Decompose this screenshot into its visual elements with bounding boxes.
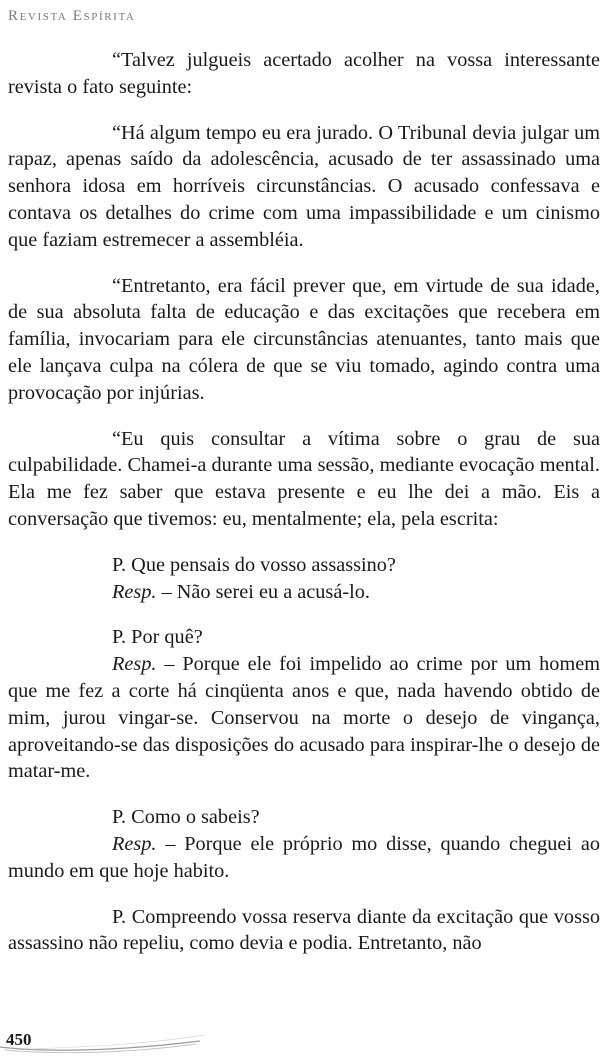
dialogue-entry (8, 552, 600, 606)
paragraph-circumstances: “Entretanto, era fácil prever que, em virtude de sua idade, de sua absoluta falta de educação e das excitações que recebera em família, invocariam para ele circunstâncias atenuantes, tanto mais que ele lançava culpa na cólera de que se viu tomado, agindo contra uma provocação por injúrias. (8, 274, 600, 404)
resp-label: Resp. (112, 832, 157, 855)
page-body (8, 47, 600, 957)
answer-text: – Não serei eu a acusá-lo. (156, 580, 370, 603)
dialogue-entry (8, 624, 600, 785)
running-head: Revista Espírita (8, 8, 136, 24)
paragraph-intro: “Talvez julgueis acertado acolher na vossa interessante revista o fato seguinte: (8, 49, 600, 98)
answer-text: – Porque ele próprio mo disse, quando cheguei ao mundo em que hoje habito. (8, 832, 600, 882)
resp-label: Resp. (112, 653, 157, 676)
dialogue-question: P. Como o sabeis? (112, 806, 260, 829)
page-number: 450 (6, 1030, 32, 1049)
dialogue-question: P. Por quê? (112, 626, 203, 649)
dialogue-question: P. Que pensais do vosso assassino? (112, 553, 396, 576)
paragraph-jury: “Há algum tempo eu era jurado. O Tribunal devia julgar um rapaz, apenas saído da adolescência, acusado de ter assassinado uma senhora idosa em horríveis circunstâncias. O acusado confessava e contava os detalhes do crime com uma impassibilidade e um cinismo que faziam estremecer a assembléia. (8, 121, 600, 251)
answer-text: – Porque ele foi impelido ao crime por um homem que me fez a corte há cinqüenta anos e que, nada havendo obtido de mim, jurou vingar-se. Conservou na morte o desejo de vingança, aproveitando-se das disposições do acusado para inspirar-lhe o desejo de matar-me. (8, 653, 600, 783)
dialogue-answer (8, 579, 600, 606)
footer-swoosh-ornament (0, 1025, 210, 1055)
paragraph-closing: P. Compreendo vossa reserva diante da excitação que vosso assassino não repeliu, como devia e podia. Entretanto, não (8, 905, 600, 955)
dialogue-entry (8, 804, 600, 884)
dialogue-answer (8, 831, 600, 885)
resp-label: Resp. (112, 580, 157, 603)
dialogue-answer (8, 651, 600, 785)
paragraph-evocation: “Eu quis consultar a vítima sobre o grau de sua culpabilidade. Chamei-a durante uma sessão, mediante evocação mental. Ela me fez saber que estava presente e eu lhe dei a mão. Eis a conversação que tivemos: eu, mentalmente; ela, pela escrita: (8, 427, 600, 530)
